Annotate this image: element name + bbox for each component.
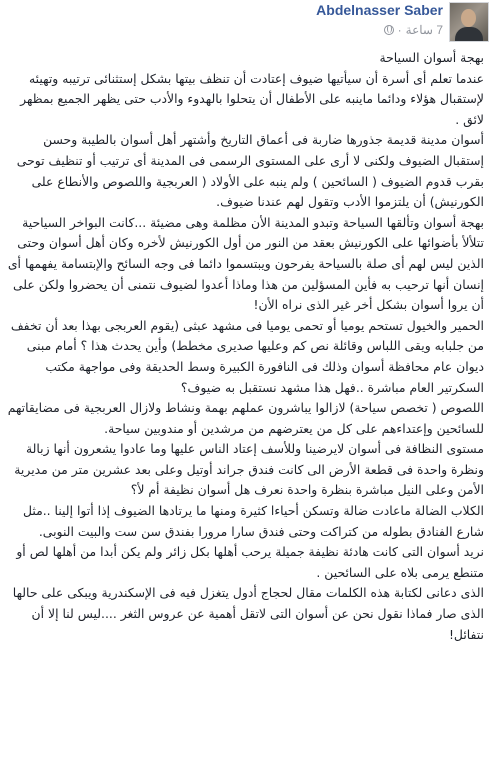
post-paragraph: الحمير والخيول تستحم يوميا أو تحمى يوميا فى مشهد عبثى (يقوم العربجى بهذا بعد أن تخفف من جلبابه ويقى اللباس وقائلة نص كم وعليها صديرى مخطط) وأين يحدث هذا ؟ أمام مبنى ديوان عام محافظة أسوان وذلك فى النافورة الكبيرة وسط الحديقة وفى مواجهة مكتب السكرتير العام مباشرة ..فهل هذا مشهد نستقبل به ضيوف؟ bbox=[10, 317, 484, 395]
post-paragraph: بهجة أسوان وتألقها السياحة وتبدو المدينة الأن مظلمة وهى مضيئة ...كانت البواخر السياحية تتلألأ بأضوائها على الكورنيش بعقد من النور من أول الكورنيش لأخره وكان أهل أسوان وحتى الذين ليس لهم أى صلة بالسياحة يفرحون ويبتسموا دائما فى وجه السائح والإبتسامة يفهمها أى إنسان أنها ترحيب به فأين المسؤلين من هذا وماذا أعدوا لضيوف نتمنى أن يحضروا ولكن على أن يروا أسوان بشكل أخر غير الذى نراه الأن! bbox=[7, 214, 484, 313]
avatar-face bbox=[461, 9, 476, 27]
post-paragraph: نريد أسوان التى كانت هادئة نظيفة جميلة يرحب أهلها بكل زائر ولم يكن أبدا من أهلها لص أو متنطع يرمى بلاه على السائحين . bbox=[16, 544, 484, 580]
post-paragraph: أسوان مدينة قديمة جذورها ضاربة فى أعماق التاريخ وأشتهر أهل أسوان بالطيبة وحسن إستقبال الضيوف ولكنى لا أرى على المستوى الرسمى فى المدينة أى ترتيب أو تنظيف توحى بقرب قدوم الضيوف ( السائحين ) ولم ينبه على الأولاد ( العربجية واللصوص والأنطاع على الكورنيش) أن يلتزموا الأدب وتقول لهم عندنا ضيوف. bbox=[16, 132, 484, 210]
meta-separator: · bbox=[397, 23, 402, 37]
post-body bbox=[6, 48, 484, 645]
author-name-link[interactable]: Abdelnasser Saber bbox=[316, 2, 443, 18]
post-header bbox=[0, 0, 493, 46]
post-paragraph: اللصوص ( تخصص سياحة) لازالوا يباشرون عملهم بهمة ونشاط ولازال العربجية فى مضايقاتهم للسائحين وإعتداءهم على كل من يعترضهم من مرشدين أو مندوبين سياحة. bbox=[7, 400, 484, 436]
globe-icon[interactable] bbox=[384, 25, 394, 35]
post-meta bbox=[384, 23, 443, 37]
post-paragraph: عندما تعلم أى أسرة أن سيأتيها ضيوف إعتادت أن تنظف بيتها بشكل إستثنائى ترتيبه وتهيئه لإستقبال هؤلاء ودائما ماينبه على الأطفال أن يتحلوا بالهدوء والأدب حتى يظهر الجميع بمظهر لائق . bbox=[20, 70, 484, 127]
post-paragraph: مستوى النظافة فى أسوان لايرضينا وللأسف إعتاد الناس عليها وما عادوا يشعرون أنها زبالة ونظرة واحدة فى قطعة الأرض الى كانت فندق جراند أوتيل وعلى بعد عشرين متر من مديرية الأمن وعلى النيل مباشرة بنظرة واحدة نعرف هل أسوان نظيفة أم لأ؟ bbox=[14, 441, 484, 498]
post-paragraph: الذى دعانى لكتابة هذه الكلمات مقال لحجاج أدول يتغزل فيه فى الإسكندرية ويبكى على حالها الذى صار فماذا نقول نحن عن أسوان التى لاتقل أهمية عن عروس الثغر ....ليس لنا إلا أن نتفائل! bbox=[12, 585, 484, 642]
avatar-body bbox=[455, 27, 483, 42]
post-paragraph-title: بهجة أسوان السياحة bbox=[379, 50, 484, 65]
author-avatar[interactable] bbox=[449, 2, 489, 42]
post-timestamp[interactable]: 7 ساعة bbox=[405, 23, 443, 37]
post-paragraph: الكلاب الضالة ماعادت ضالة وتسكن أحياءا كثيرة ومنها ما يرتادها الضيوف إذا أتوا إلينا ..مثل شارع الفنادق بطوله من كتراكت وحتى فندق سارا مرورا بفندق سن ست والبيت النوبى. bbox=[22, 503, 484, 539]
